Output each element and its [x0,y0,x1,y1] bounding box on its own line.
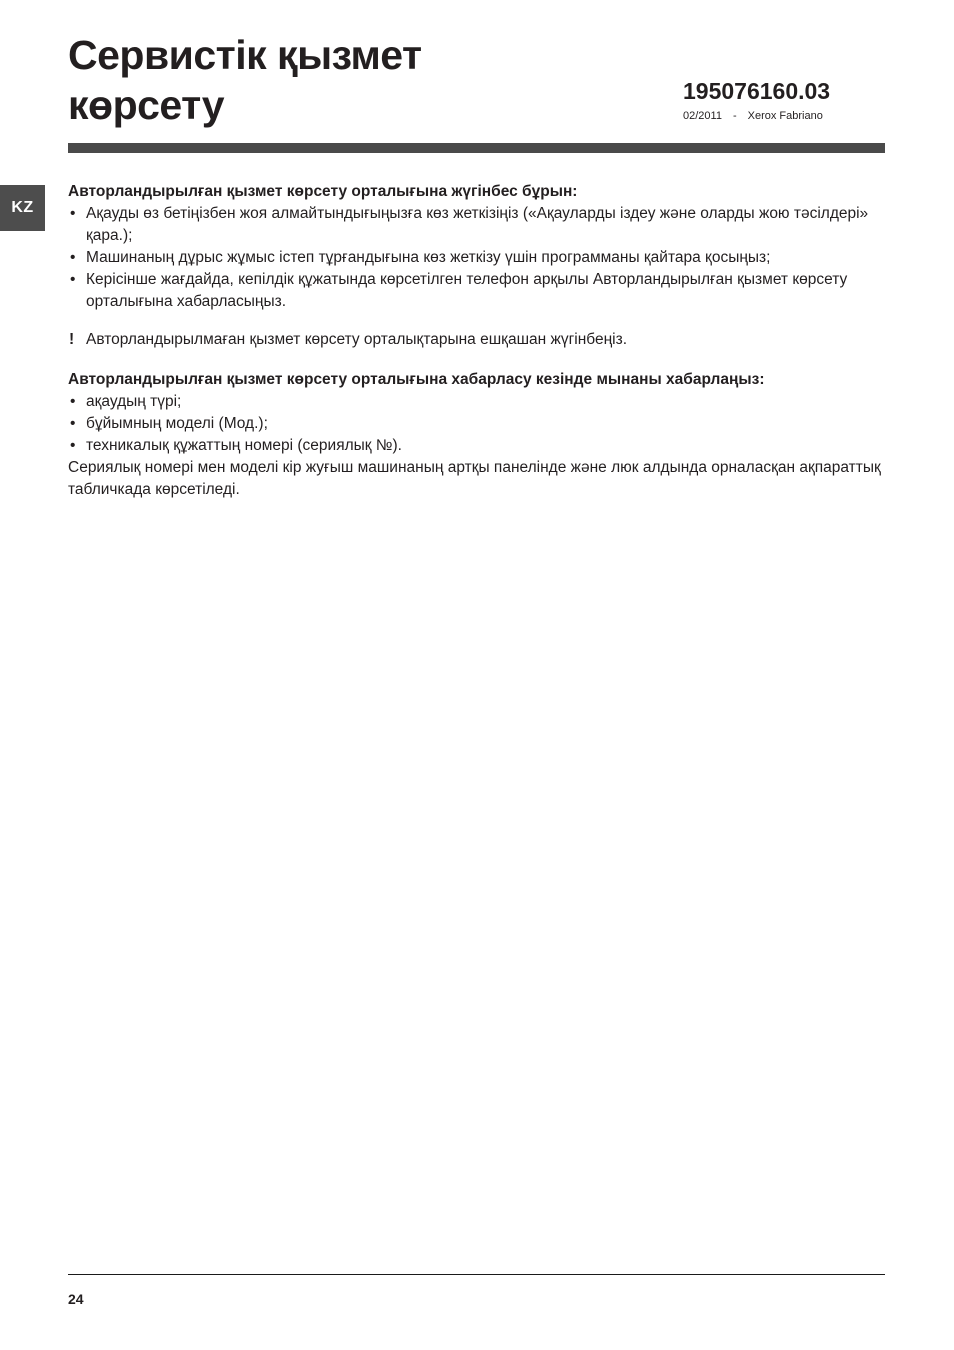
bullet-item: • Ақауды өз бетіңізбен жоя алмайтындығыңызға көз жеткізіңіз («Ақауларды іздеу және оларды жою тәсілдері» қара.); [68,203,886,247]
section2-bullet-list [68,391,886,457]
section1-bullet-list [68,203,886,313]
language-code-label: KZ [11,199,34,216]
bullet-item: • Керісінше жағдайда, кепілдік құжатында көрсетілген телефон арқылы Авторландырылған қызмет көрсету орталығына хабарласыңыз. [68,269,886,313]
bullet-item: • техникалық құжаттың номері (сериялық №). [68,435,886,457]
section2-heading: Авторландырылған қызмет көрсету орталығына хабарласу кезінде мынаны хабарлаңыз: [68,371,765,388]
warning-text: Авторландырылмаған қызмет көрсету орталықтарына ешқашан жүгінбеңіз. [86,331,628,348]
page-title-line2: көрсету [68,82,225,128]
section1-heading: Авторландырылған қызмет көрсету орталығына жүгінбес бұрын: [68,183,578,200]
page-number: 24 [68,1291,84,1307]
doc-reference-block [683,78,830,122]
doc-info [683,110,830,122]
doc-vendor: Xerox Fabriano [747,110,823,122]
bullet-item: • Машинаның дұрыс жұмыс істеп тұрғандығына көз жеткізу үшін программаны қайтара қосыңыз; [68,247,886,269]
bullet-item: • ақаудың түрі; [68,391,886,413]
exclamation-mark: ! [69,331,75,348]
footer-rule [68,1274,885,1275]
doc-separator: - [732,110,737,122]
header-divider-bar [68,143,885,153]
warning-note [68,329,886,351]
page-content [68,181,886,501]
bullet-item: • бұйымның моделі (Мод.); [68,413,886,435]
page-title-line1: Сервистік қызмет [68,32,422,78]
serial-location-paragraph: Сериялық номері мен моделі кір жуғыш машинаның артқы панелінде және люк алдында орналасқан ақпараттық табличкада көрсетіледі. [68,459,881,498]
doc-date: 02/2011 [683,110,722,122]
doc-number: 195076160.03 [683,78,831,104]
language-tab-kz [0,185,45,231]
page-title [68,30,422,130]
